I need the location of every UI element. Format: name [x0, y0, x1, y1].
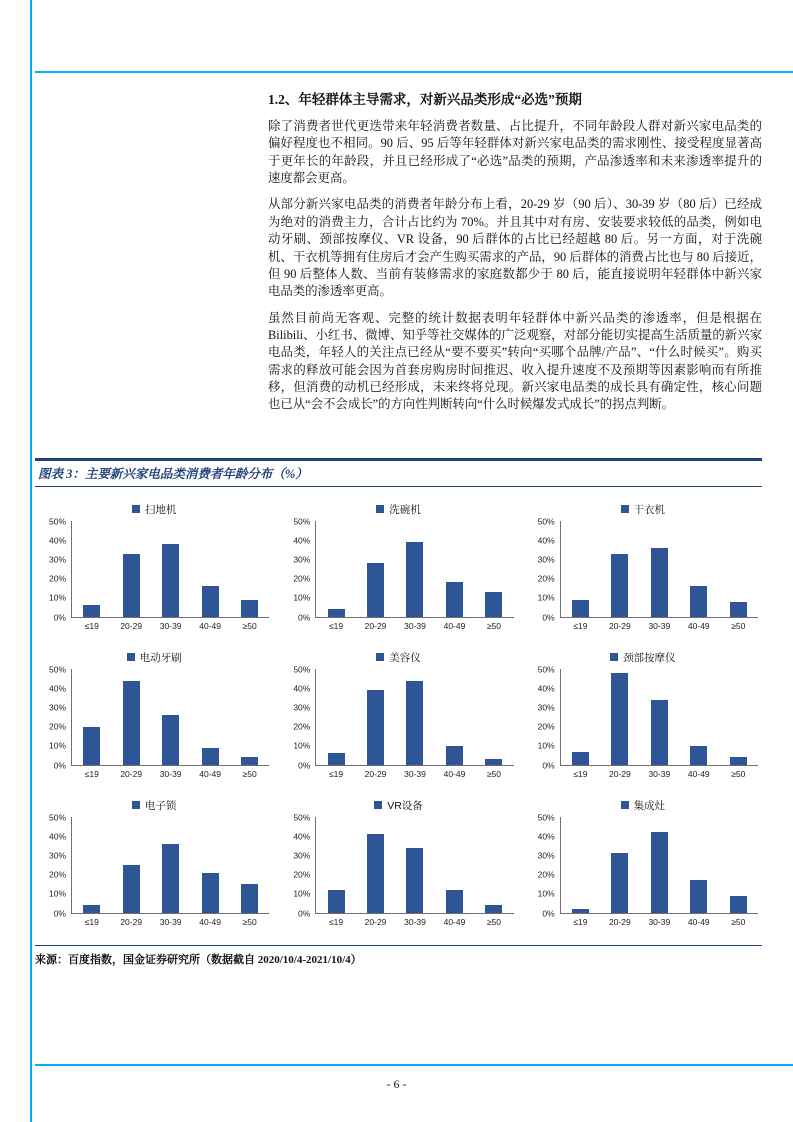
bar: [730, 757, 747, 765]
y-tick-label: 50%: [293, 515, 311, 526]
plot-area: [71, 669, 269, 766]
section-heading: 1.2、年轻群体主导需求，对新兴品类形成“必选”预期: [268, 92, 582, 107]
x-axis-label: 20-29: [120, 917, 143, 927]
bar: [406, 542, 423, 617]
y-axis: [283, 515, 315, 622]
footer-rule: [35, 1064, 793, 1066]
bar: [651, 700, 668, 765]
y-tick-label: 0%: [298, 611, 311, 622]
plot-wrap: [528, 663, 758, 770]
y-axis: [39, 663, 71, 770]
chart-title: 电子锁: [144, 799, 177, 812]
bar: [406, 681, 423, 765]
bar-chart-电动牙刷: [39, 649, 269, 779]
bar: [83, 605, 100, 617]
x-axis-label: ≤19: [573, 917, 588, 927]
bar: [690, 880, 707, 913]
y-tick-label: 40%: [537, 682, 555, 693]
plot-wrap: [39, 663, 269, 770]
y-tick-label: 0%: [53, 759, 66, 770]
y-tick-label: 40%: [537, 830, 555, 841]
y-tick-label: 30%: [537, 850, 555, 861]
bar: [83, 727, 100, 765]
y-tick-label: 50%: [48, 811, 66, 822]
figure-caption: 图表 3：主要新兴家电品类消费者年龄分布（%）: [35, 458, 762, 487]
bar: [446, 582, 463, 617]
y-tick-label: 20%: [293, 573, 311, 584]
y-tick-label: 50%: [293, 811, 311, 822]
bar: [367, 563, 384, 617]
x-axis-label: ≤19: [84, 621, 99, 631]
plot-wrap: [39, 811, 269, 918]
bar: [328, 609, 345, 617]
bar: [651, 548, 668, 617]
y-tick-label: 30%: [537, 702, 555, 713]
y-tick-label: 0%: [542, 759, 555, 770]
bar: [162, 844, 179, 913]
legend-swatch-icon: [621, 801, 629, 809]
x-axis-labels: [316, 618, 513, 631]
bar: [328, 753, 345, 765]
y-tick-label: 20%: [537, 573, 555, 584]
body-text-column: [268, 88, 762, 423]
x-axis-label: 20-29: [364, 621, 387, 631]
legend-swatch-icon: [376, 505, 384, 513]
y-tick-label: 20%: [293, 721, 311, 732]
bar: [202, 586, 219, 617]
y-tick-label: 50%: [537, 663, 555, 674]
x-axis-label: 40-49: [687, 917, 710, 927]
x-axis-label: 40-49: [199, 917, 222, 927]
bar: [651, 832, 668, 913]
y-tick-label: 10%: [537, 888, 555, 899]
bar: [241, 884, 258, 913]
bar: [572, 600, 589, 617]
x-axis-label: 40-49: [199, 769, 222, 779]
y-tick-label: 50%: [293, 663, 311, 674]
y-axis: [528, 811, 560, 918]
legend-swatch-icon: [621, 505, 629, 513]
chart-legend: [39, 797, 269, 813]
chart-legend: [528, 501, 758, 517]
bar: [690, 746, 707, 765]
paragraph: 除了消费者世代更迭带来年轻消费者数量、占比提升，不同年龄段人群对新兴家电品类的偏好程度也不相同。90 后、95 后等年轻群体对新兴家电品类的需求刚性、接受程度显著高于更年长的年龄段，并且已经形成了“必选”品类的预期，产品渗透率和未来渗透率提升的速度都会更高。: [268, 119, 762, 186]
figure-block: [35, 458, 762, 967]
x-axis-label: ≥50: [242, 769, 257, 779]
x-axis-label: 30-39: [159, 917, 182, 927]
y-tick-label: 30%: [537, 554, 555, 565]
plot-area: [560, 521, 758, 618]
y-tick-label: 20%: [48, 721, 66, 732]
bar-chart-颈部按摩仪: [528, 649, 758, 779]
chart-legend: [528, 797, 758, 813]
y-axis: [528, 663, 560, 770]
legend-swatch-icon: [610, 653, 618, 661]
y-axis: [528, 515, 560, 622]
y-tick-label: 10%: [48, 888, 66, 899]
x-axis-labels: [72, 914, 269, 927]
x-axis-label: ≤19: [573, 769, 588, 779]
x-axis-label: 30-39: [648, 769, 671, 779]
bar: [611, 554, 628, 617]
bar-chart-VR设备: [283, 797, 513, 927]
x-axis-label: 20-29: [364, 769, 387, 779]
x-axis-labels: [316, 914, 513, 927]
bar: [572, 909, 589, 913]
y-tick-label: 40%: [48, 534, 66, 545]
y-tick-label: 0%: [298, 907, 311, 918]
x-axis-label: ≤19: [84, 769, 99, 779]
x-axis-labels: [561, 914, 758, 927]
chart-title: 美容仪: [389, 651, 421, 664]
y-tick-label: 50%: [537, 515, 555, 526]
x-axis-label: 20-29: [608, 621, 631, 631]
x-axis-label: 20-29: [120, 769, 143, 779]
x-axis-label: ≥50: [731, 621, 746, 631]
x-axis-label: 30-39: [648, 917, 671, 927]
x-axis-label: ≥50: [731, 769, 746, 779]
chart-title: 集成灶: [633, 799, 666, 812]
x-axis-label: 30-39: [159, 769, 182, 779]
chart-legend: [528, 649, 758, 665]
y-tick-label: 20%: [537, 869, 555, 880]
bar-chart-美容仪: [283, 649, 513, 779]
x-axis-label: ≥50: [242, 621, 257, 631]
bar: [202, 748, 219, 765]
bar: [485, 905, 502, 913]
chart-title: 干衣机: [633, 503, 666, 516]
chart-title: 洗碗机: [389, 503, 421, 516]
y-tick-label: 20%: [537, 721, 555, 732]
x-axis-label: 20-29: [608, 769, 631, 779]
plot-wrap: [528, 811, 758, 918]
x-axis-label: ≥50: [486, 917, 501, 927]
y-tick-label: 10%: [537, 740, 555, 751]
y-tick-label: 0%: [542, 611, 555, 622]
bar: [485, 592, 502, 617]
y-tick-label: 20%: [293, 869, 311, 880]
chart-title: 颈部按摩仪: [623, 651, 676, 664]
bar: [202, 873, 219, 913]
x-axis-label: ≥50: [486, 621, 501, 631]
chart-title: 电动牙刷: [139, 651, 182, 664]
legend-swatch-icon: [132, 505, 140, 513]
x-axis-labels: [316, 766, 513, 779]
bar: [123, 865, 140, 913]
chart-title: 扫地机: [144, 503, 177, 516]
y-tick-label: 10%: [48, 740, 66, 751]
x-axis-label: 30-39: [648, 621, 671, 631]
x-axis-label: 40-49: [443, 769, 466, 779]
bar: [241, 600, 258, 617]
header-rule: [35, 71, 793, 73]
bar: [611, 853, 628, 913]
plot-wrap: [39, 515, 269, 622]
x-axis-labels: [561, 618, 758, 631]
y-tick-label: 30%: [293, 850, 311, 861]
plot-area: [71, 521, 269, 618]
plot-wrap: [283, 515, 513, 622]
y-tick-label: 40%: [48, 682, 66, 693]
x-axis-label: 40-49: [687, 769, 710, 779]
x-axis-labels: [72, 766, 269, 779]
x-axis-label: ≥50: [486, 769, 501, 779]
bar: [572, 752, 589, 765]
y-axis: [283, 811, 315, 918]
y-tick-label: 50%: [537, 811, 555, 822]
y-tick-label: 40%: [48, 830, 66, 841]
chart-title: VR设备: [387, 799, 423, 812]
bar-chart-集成灶: [528, 797, 758, 927]
y-tick-label: 40%: [537, 534, 555, 545]
legend-swatch-icon: [376, 653, 384, 661]
chart-legend: [283, 797, 513, 813]
y-tick-label: 20%: [48, 573, 66, 584]
x-axis-label: 40-49: [199, 621, 222, 631]
chart-legend: [283, 501, 513, 517]
bar: [730, 602, 747, 617]
bar: [367, 690, 384, 765]
plot-area: [71, 817, 269, 914]
left-border-rule: [30, 0, 32, 1122]
plot-area: [560, 669, 758, 766]
y-tick-label: 30%: [48, 702, 66, 713]
bar: [446, 746, 463, 765]
y-tick-label: 30%: [293, 554, 311, 565]
bar: [611, 673, 628, 765]
x-axis-label: 30-39: [404, 769, 426, 779]
chart-legend: [283, 649, 513, 665]
x-axis-label: 30-39: [159, 621, 182, 631]
bar: [123, 681, 140, 765]
plot-wrap: [283, 811, 513, 918]
bar: [730, 896, 747, 913]
y-tick-label: 10%: [293, 740, 311, 751]
charts-grid: [35, 487, 762, 937]
plot-wrap: [528, 515, 758, 622]
plot-area: [315, 521, 513, 618]
legend-swatch-icon: [132, 801, 140, 809]
figure-source: 来源：百度指数，国金证券研究所（数据截自 2020/10/4-2021/10/4）: [35, 945, 762, 967]
x-axis-label: ≤19: [84, 917, 99, 927]
plot-area: [315, 669, 513, 766]
x-axis-label: ≤19: [329, 621, 344, 631]
x-axis-labels: [72, 618, 269, 631]
y-axis: [39, 515, 71, 622]
x-axis-label: 30-39: [404, 917, 426, 927]
x-axis-label: 30-39: [404, 621, 426, 631]
plot-area: [560, 817, 758, 914]
x-axis-label: 20-29: [120, 621, 143, 631]
y-tick-label: 20%: [48, 869, 66, 880]
bar: [328, 890, 345, 913]
x-axis-label: ≤19: [573, 621, 588, 631]
y-tick-label: 10%: [48, 592, 66, 603]
y-tick-label: 30%: [293, 702, 311, 713]
y-tick-label: 10%: [537, 592, 555, 603]
y-tick-label: 10%: [293, 888, 311, 899]
y-tick-label: 0%: [542, 907, 555, 918]
paragraph: 虽然目前尚无客观、完整的统计数据表明年轻群体中新兴品类的渗透率，但是根据在 Bilibili、小红书、微博、知乎等社交媒体的广泛观察，对部分能切实提高生活质量的新兴家电品类，年轻人的关注点已经从“要不要买”转向“买哪个品牌/产品”、“什么时候买”。购买需求的释放可能会因为首套房购房时间推迟、收入提升速度不及预期等因素影响而有所推移，但消费的动机已经形成，未来终将兑现。新兴家电品类的成长具有确定性，核心问题也已从“会不会成长”的方向性判断转向“什么时候爆发式成长”的拐点判断。: [268, 310, 762, 412]
plot-area: [315, 817, 513, 914]
y-tick-label: 0%: [53, 611, 66, 622]
y-tick-label: 40%: [293, 682, 311, 693]
legend-swatch-icon: [127, 653, 135, 661]
bar: [162, 715, 179, 765]
x-axis-label: 20-29: [364, 917, 387, 927]
plot-wrap: [283, 663, 513, 770]
bar-chart-扫地机: [39, 501, 269, 631]
legend-swatch-icon: [374, 801, 382, 809]
bar-chart-洗碗机: [283, 501, 513, 631]
y-tick-label: 0%: [298, 759, 311, 770]
x-axis-labels: [561, 766, 758, 779]
y-tick-label: 40%: [293, 534, 311, 545]
bar: [485, 759, 502, 765]
y-tick-label: 50%: [48, 663, 66, 674]
x-axis-label: ≤19: [329, 769, 344, 779]
x-axis-label: 40-49: [443, 621, 466, 631]
x-axis-label: ≥50: [242, 917, 257, 927]
bar: [162, 544, 179, 617]
chart-legend: [39, 649, 269, 665]
x-axis-label: ≤19: [329, 917, 344, 927]
bar: [406, 848, 423, 913]
y-tick-label: 0%: [53, 907, 66, 918]
y-tick-label: 30%: [48, 554, 66, 565]
bar: [690, 586, 707, 617]
bar: [367, 834, 384, 913]
bar-chart-电子锁: [39, 797, 269, 927]
chart-legend: [39, 501, 269, 517]
y-tick-label: 40%: [293, 830, 311, 841]
x-axis-label: 40-49: [443, 917, 466, 927]
y-tick-label: 50%: [48, 515, 66, 526]
y-tick-label: 30%: [48, 850, 66, 861]
bar: [83, 905, 100, 913]
x-axis-label: 40-49: [687, 621, 710, 631]
paragraph: 从部分新兴家电品类的消费者年龄分布上看，20-29 岁（90 后）、30-39 岁（80 后）已经成为绝对的消费主力，合计占比约为 70%。并且其中对有房、安装要求较低的品类，例如电动牙刷、颈部按摩仪、VR 设备，90 后群体的占比已经超越 80 后。另一方面，对于洗碗机、干衣机等拥有住房后才会产生购买需求的产品，90 后群体的消费占比也与 80 后接近，但 90 后整体人数、当前有装修需求的家庭数都少于 80 后，能直接说明年轻群体中新兴家电品类的渗透率更高。: [268, 197, 762, 299]
y-axis: [39, 811, 71, 918]
x-axis-label: 20-29: [608, 917, 631, 927]
bar: [241, 757, 258, 765]
bar: [446, 890, 463, 913]
y-axis: [283, 663, 315, 770]
page-number: - 6 -: [386, 1077, 407, 1091]
bar: [123, 554, 140, 617]
x-axis-label: ≥50: [731, 917, 746, 927]
bar-chart-干衣机: [528, 501, 758, 631]
y-tick-label: 10%: [293, 592, 311, 603]
